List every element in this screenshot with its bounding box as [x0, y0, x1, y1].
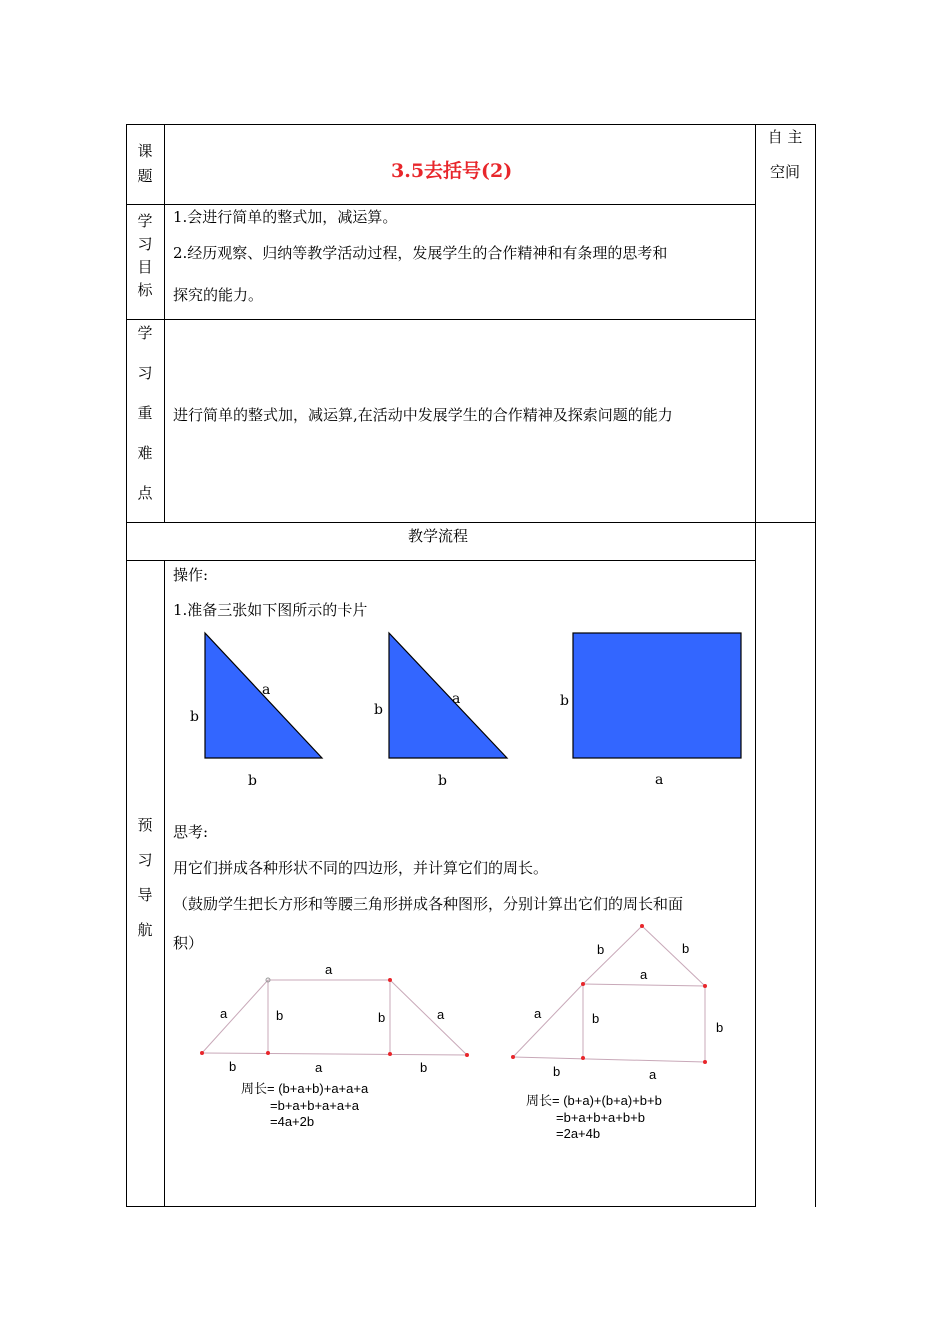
fig1-bottom-right-label: b: [420, 1060, 428, 1075]
fig2-roof-left-label: b: [597, 942, 605, 957]
tri2-bottom-label: b: [438, 773, 447, 789]
objective-2: 2.经历观察、归纳等教学活动过程，发展学生的合作精神和有条理的思考和: [173, 244, 668, 262]
fig2-left-label: a: [534, 1006, 542, 1021]
fig2-roof-base-label: a: [640, 967, 648, 982]
house-points: [511, 924, 707, 1064]
fig1-calc-1: 周长= (b+a+b)+a+a+a: [241, 1081, 369, 1096]
fig1-calc-2: =b+a+b+a+a+a: [270, 1098, 359, 1113]
fig2-bottom-mid-label: a: [649, 1067, 657, 1082]
fig1-calc-3: =4a+2b: [270, 1114, 315, 1129]
fig2-roof-right-label: b: [682, 941, 690, 956]
fig1-bottom-mid-label: a: [315, 1060, 323, 1075]
self-space-label: 自 主 空间: [767, 128, 803, 181]
tri1-bottom-label: b: [248, 773, 257, 789]
fig2-calc-1: 周长= (b+a)+(b+a)+b+b: [526, 1093, 662, 1108]
border-bottom: [126, 1206, 756, 1207]
key-points-label: 学 习 重 难 点: [137, 324, 153, 502]
house-figure: [513, 926, 705, 1062]
objective-1: 1.会进行简单的整式加，减运算。: [173, 208, 398, 226]
question-1: 用它们拼成各种形状不同的四边形，并计算它们的周长。: [173, 859, 549, 877]
operation-heading: 操作:: [173, 566, 209, 584]
course-label: 课 题: [137, 142, 153, 185]
fig1-top-label: a: [325, 962, 333, 977]
rect-left-label: b: [560, 693, 569, 709]
tri1-hyp-label: a: [262, 682, 271, 698]
objectives-label: 学 习 目 标: [137, 212, 153, 299]
page-title: 3.5去括号(2): [391, 160, 513, 182]
fig2-right-label: b: [716, 1020, 724, 1035]
fig2-bottom-left-label: b: [553, 1064, 561, 1079]
preview-label: 预 习 导 航: [137, 816, 153, 939]
fig1-mid-right-label: b: [378, 1010, 386, 1025]
fig2-mid-label: b: [592, 1011, 600, 1026]
flow-heading: 教学流程: [408, 527, 469, 545]
fig1-mid-left-label: b: [276, 1008, 284, 1023]
step-1: 1.准备三张如下图所示的卡片: [173, 601, 368, 619]
question-2: （鼓励学生把长方形和等腰三角形拼成各种图形，分别计算出它们的周长和面: [173, 895, 684, 913]
question-2-cont: 积）: [173, 934, 204, 952]
rect-bottom-label: a: [655, 772, 664, 788]
fig1-bottom-left-label: b: [229, 1059, 237, 1074]
trapezoid-figure: [202, 980, 467, 1055]
fig1-right-label: a: [437, 1007, 445, 1022]
fig2-calc-3: =2a+4b: [556, 1126, 601, 1141]
tri2-left-label: b: [374, 702, 383, 718]
tri2-hyp-label: a: [452, 691, 461, 707]
tri1-left-label: b: [190, 709, 199, 725]
fig1-left-label: a: [220, 1006, 228, 1021]
key-points-text: 进行简单的整式加，减运算,在活动中发展学生的合作精神及探索问题的能力: [173, 406, 673, 424]
fig2-calc-2: =b+a+b+a+b+b: [556, 1110, 645, 1125]
objective-2-cont: 探究的能力。: [173, 286, 264, 304]
think-heading: 思考:: [173, 823, 209, 841]
